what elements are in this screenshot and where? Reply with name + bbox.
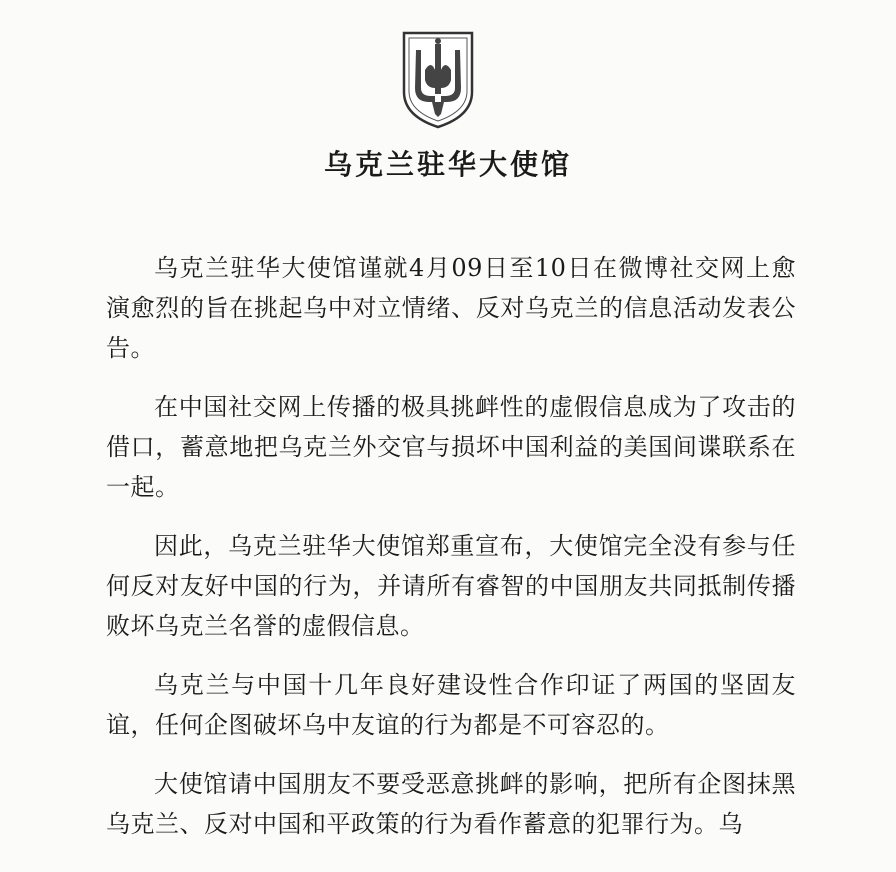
paragraph: 因此，乌克兰驻华大使馆郑重宣布，大使馆完全没有参与任何反对友好中国的行为，并请所有睿智的中国朋友共同抵制传播败坏乌克兰名誉的虚假信息。 — [106, 532, 796, 640]
trident-emblem-icon — [401, 30, 475, 130]
paragraph: 在中国社交网上传播的极具挑衅性的虚假信息成为了攻击的借口，蓄意地把乌克兰外交官与损坏中国利益的美国间谍联系在一起。 — [106, 393, 796, 501]
embassy-title: 乌克兰驻华大使馆 — [323, 148, 572, 181]
paragraph: 乌克兰驻华大使馆谨就4月09日至10日在微博社交网上愈演愈烈的旨在挑起乌中对立情绪、反对乌克兰的信息活动发表公告。 — [106, 254, 796, 362]
statement-body — [106, 248, 796, 863]
paragraph: 乌克兰与中国十几年良好建设性合作印证了两国的坚固友谊，任何企图破坏乌中友谊的行为都是不可容忍的。 — [106, 671, 796, 739]
paragraph: 大使馆请中国朋友不要受恶意挑衅的影响，把所有企图抹黑乌克兰、反对中国和平政策的行为看作蓄意的犯罪行为。乌 — [106, 770, 796, 838]
